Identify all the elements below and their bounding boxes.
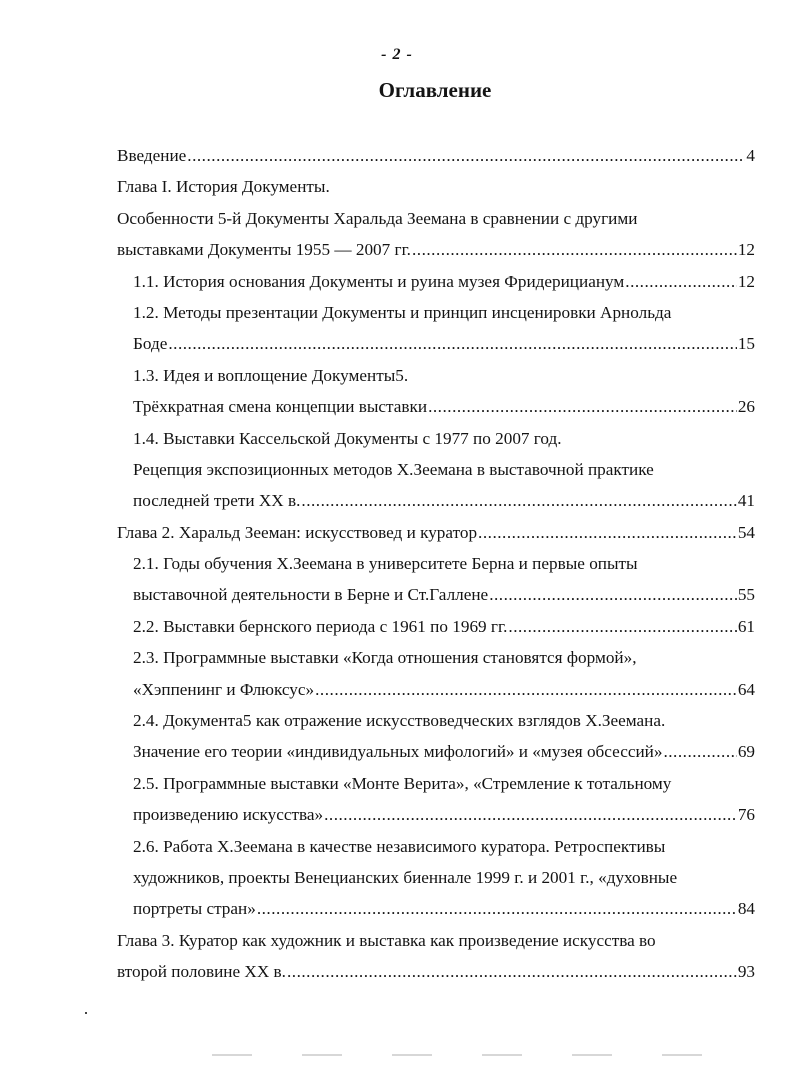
dot-leader: [287, 956, 737, 987]
toc-page-number: 26: [737, 397, 755, 417]
toc-entry-text: 1.1. История основания Документы и руина музея Фридерицианум: [133, 271, 625, 291]
toc-entry-1-2-line1: 1.2. Методы презентации Документы и принцип инсценировки Арнольда: [133, 302, 672, 322]
toc-entry-2-4-line1: 2.4. Документа5 как отражение искусствоведческих взглядов Х.Зеемана.: [133, 711, 666, 731]
toc-entry-2-1-line1: 2.1. Годы обучения Х.Зеемана в университете Берна и первые опыты: [133, 554, 638, 574]
toc-entry-2-2: [117, 611, 755, 642]
toc-entry-text: «Хэппенинг и Флюксус»: [133, 679, 315, 699]
toc-entry-chapter1: [117, 234, 755, 265]
toc-entry-1-4-line2: Рецепция экспозиционных методов Х.Зеемана в выставочной практике: [133, 459, 654, 479]
toc-page-number: 76: [737, 805, 755, 825]
toc-entry-1-1: [117, 266, 755, 297]
toc-entry-2-1: [117, 579, 755, 610]
dot-leader: [187, 140, 745, 171]
page-title: Оглавление: [378, 78, 492, 102]
dot-leader: [663, 736, 736, 767]
dot-leader: [257, 893, 737, 924]
toc-entry-text: Трёхкратная смена концепции выставки: [133, 397, 428, 417]
toc-chapter3-line1: Глава 3. Куратор как художник и выставка как произведение искусства во: [117, 930, 656, 950]
toc-entry-text: Боде: [133, 334, 168, 354]
toc-entry-text: Значение его теории «индивидуальных мифологий» и «музея обсессий»: [133, 742, 663, 762]
table-of-contents: [117, 140, 755, 988]
toc-entry-2-3-line1: 2.3. Программные выставки «Когда отношения становятся формой»,: [133, 648, 637, 668]
dot-leader: [625, 266, 737, 297]
toc-entry-2-6-line2: художников, проекты Венецианских биеннале 1999 г. и 2001 г., «духовные: [133, 867, 678, 887]
page-number: - 2 -: [381, 46, 413, 63]
dot-leader: [168, 328, 736, 359]
dot-leader: [324, 799, 737, 830]
toc-page-number: 12: [737, 271, 755, 291]
dot-leader: [489, 579, 737, 610]
toc-page-number: 84: [737, 899, 755, 919]
toc-entry-text: 2.2. Выставки бернского периода с 1961 по 1969 гг.: [133, 616, 508, 636]
toc-page-number: 55: [737, 585, 755, 605]
toc-entry-chapter3: [117, 956, 755, 987]
toc-entry-2-5-line1: 2.5. Программные выставки «Монте Верита», «Стремление к тотальному: [133, 773, 672, 793]
dot-leader: [412, 234, 737, 265]
toc-page-number: 15: [737, 334, 755, 354]
toc-entry-1-4-line1: 1.4. Выставки Кассельской Документы с 1977 по 2007 год.: [133, 428, 562, 448]
toc-page-number: 4: [746, 146, 755, 165]
toc-entry-text: Введение: [117, 146, 187, 165]
toc-page-number: 64: [737, 679, 755, 699]
toc-entry-1-3: [117, 391, 755, 422]
toc-page-number: 12: [737, 240, 755, 260]
toc-page-number: 69: [737, 742, 755, 762]
toc-entry-text: последней трети XX в.: [133, 491, 301, 511]
toc-entry-1-3-line1: 1.3. Идея и воплощение Документы5.: [133, 365, 409, 385]
dot-leader: [301, 485, 736, 516]
toc-entry-2-6: [117, 893, 755, 924]
toc-entry-chapter2: [117, 517, 755, 548]
toc-entry-text: Глава 2. Харальд Зееман: искусствовед и куратор: [117, 522, 478, 542]
dot-leader: [508, 611, 736, 642]
toc-page-number: 41: [737, 491, 755, 511]
toc-entry-2-5: [117, 799, 755, 830]
scan-artifact-line: [212, 1054, 752, 1056]
toc-page-number: 54: [737, 522, 755, 542]
toc-page-number: 61: [737, 616, 755, 636]
toc-entry-text: выставочной деятельности в Берне и Ст.Галлене: [133, 585, 489, 605]
toc-entry-2-3: [117, 674, 755, 705]
toc-entry-text: портреты стран»: [133, 899, 256, 919]
toc-entry-text: произведению искусства»: [133, 805, 324, 825]
scan-speck: [85, 1012, 87, 1014]
dot-leader: [428, 391, 737, 422]
toc-entry-1-2: [117, 328, 755, 359]
dot-leader: [478, 517, 737, 548]
toc-chapter1-line2: Особенности 5-й Документы Харальда Зеемана в сравнении с другими: [117, 208, 638, 228]
dot-leader: [315, 674, 737, 705]
toc-entry-text: второй половине XX в.: [117, 962, 286, 982]
toc-entry-2-6-line1: 2.6. Работа Х.Зеемана в качестве независимого куратора. Ретроспективы: [133, 836, 666, 856]
toc-page-number: 93: [737, 962, 755, 982]
toc-chapter1-line1: Глава I. История Документы.: [117, 177, 330, 197]
toc-entry-text: выставками Документы 1955 — 2007 гг.: [117, 240, 411, 260]
toc-entry-2-4: [117, 736, 755, 767]
toc-entry-introduction: [117, 140, 755, 171]
toc-entry-1-4: [117, 485, 755, 516]
